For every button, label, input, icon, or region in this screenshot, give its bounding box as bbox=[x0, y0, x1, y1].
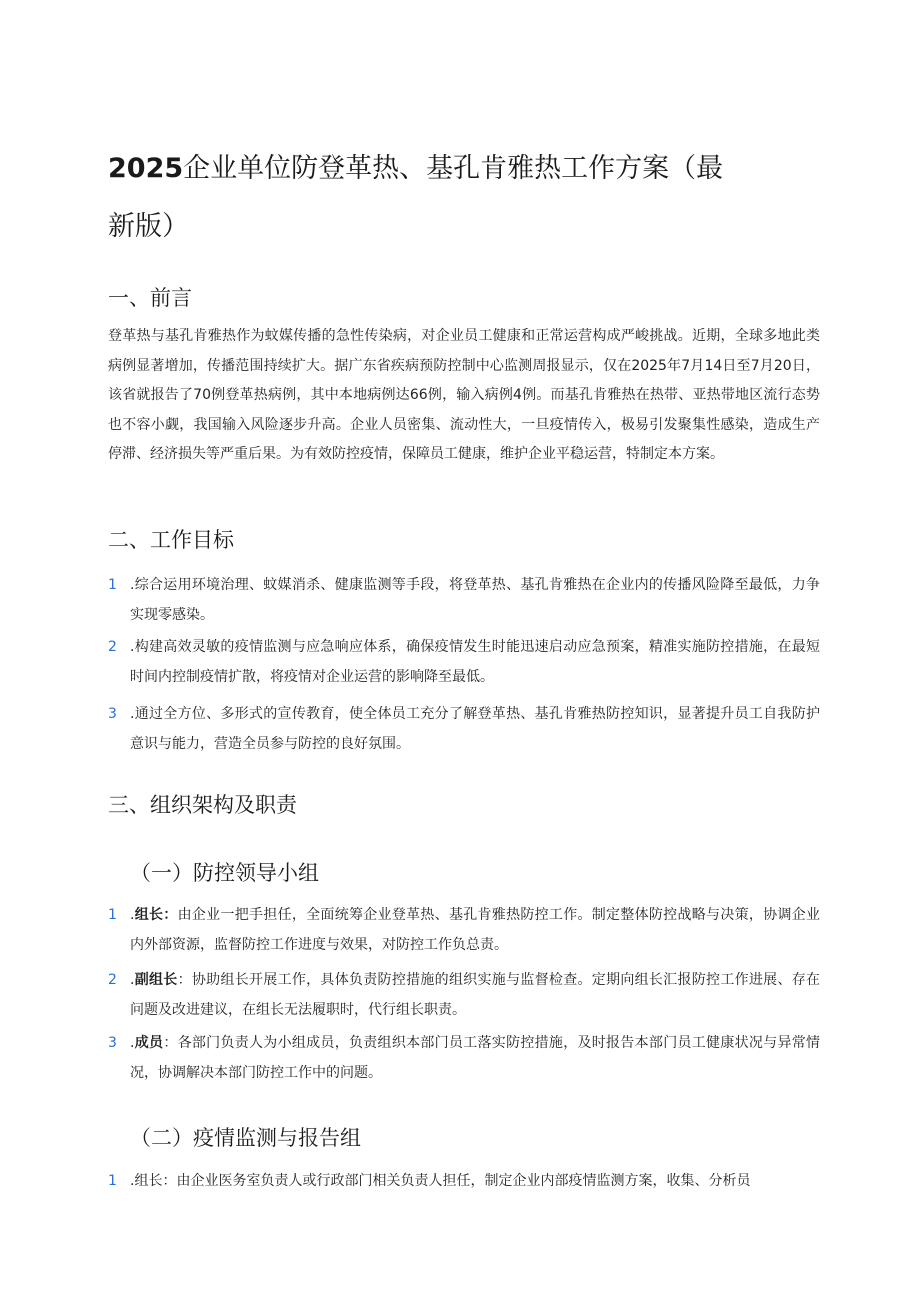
title-year: 2025 bbox=[108, 153, 184, 184]
title-text: 企业单位防登革热、基孔肯雅热工作方案（最新版） bbox=[108, 153, 724, 242]
leadership-text bbox=[130, 1029, 820, 1088]
monitoring-text: .组长：由企业医务室负责人或行政部门相关负责人担任，制定企业内部疫情监测方案，收集、分析员 bbox=[130, 1173, 751, 1189]
list-prefix: . bbox=[130, 972, 135, 988]
section-heading-goals: 二、工作目标 bbox=[108, 528, 234, 552]
list-number: 2 bbox=[108, 639, 117, 655]
role-term: 成员 bbox=[134, 1035, 164, 1051]
list-number: 3 bbox=[108, 1035, 117, 1051]
subsection-heading-monitoring: （二）疫情监测与报告组 bbox=[130, 1126, 361, 1150]
goal-text: .构建高效灵敏的疫情监测与应急响应体系，确保疫情发生时能迅速启动应急预案，精准实施防控措施，在最短时间内控制疫情扩散，将疫情对企业运营的影响降至最低。 bbox=[130, 639, 820, 685]
list-prefix: . bbox=[130, 1035, 135, 1051]
goal-text: .综合运用环境治理、蚊媒消杀、健康监测等手段，将登革热、基孔肯雅热在企业内的传播风险降至最低，力争实现零感染。 bbox=[130, 577, 820, 623]
list-number: 1 bbox=[108, 1173, 117, 1189]
section-heading-organization: 三、组织架构及职责 bbox=[108, 793, 297, 817]
list-number: 1 bbox=[108, 577, 117, 593]
section-heading-preface: 一、前言 bbox=[108, 286, 192, 310]
list-number: 2 bbox=[108, 972, 117, 988]
role-description: 由企业一把手担任，全面统筹企业登革热、基孔肯雅热防控工作。制定整体防控战略与决策，协调企业内外部资源，监督防控工作进度与效果，对防控工作负总责。 bbox=[130, 907, 821, 953]
subsection-heading-leadership: （一）防控领导小组 bbox=[130, 861, 319, 885]
preface-paragraph: 登革热与基孔肯雅热作为蚊媒传播的急性传染病，对企业员工健康和正常运营构成严峻挑战。近期，全球多地此类病例显著增加，传播范围持续扩大。据广东省疾病预防控制中心监测周报显示，仅在2025年7月14日至7月20日，该省就报告了70例登革热病例，其中本地病例达66例，输入病例4例。而基孔肯雅热在热带、亚热带地区流行态势也不容小觑，我国输入风险逐步升高。企业人员密集、流动性大，一旦疫情传入，极易引发聚集性感染，造成生产停滞、经济损失等严重后果。为有效防控疫情，保障员工健康，维护企业平稳运营，特制定本方案。 bbox=[108, 328, 820, 463]
list-prefix: . bbox=[130, 907, 135, 923]
monitoring-item-1 bbox=[108, 1167, 820, 1197]
role-description: ：各部门负责人为小组成员，负责组织本部门员工落实防控措施，及时报告本部门员工健康状况与异常情况，协调解决本部门防控工作中的问题。 bbox=[130, 1035, 821, 1081]
leadership-text bbox=[130, 966, 820, 1025]
role-description: ：协助组长开展工作，具体负责防控措施的组织实施与监督检查。定期向组长汇报防控工作进展、存在问题及改进建议，在组长无法履职时，代行组长职责。 bbox=[130, 972, 821, 1018]
list-number: 3 bbox=[108, 706, 117, 722]
role-term: 副组长 bbox=[134, 972, 178, 988]
document-title bbox=[108, 140, 748, 256]
goal-text: .通过全方位、多形式的宣传教育，使全体员工充分了解登革热、基孔肯雅热防控知识，显著提升员工自我防护意识与能力，营造全员参与防控的良好氛围。 bbox=[130, 706, 820, 752]
role-term: 组长： bbox=[134, 907, 178, 923]
list-number: 1 bbox=[108, 907, 117, 923]
leadership-text bbox=[130, 901, 820, 960]
